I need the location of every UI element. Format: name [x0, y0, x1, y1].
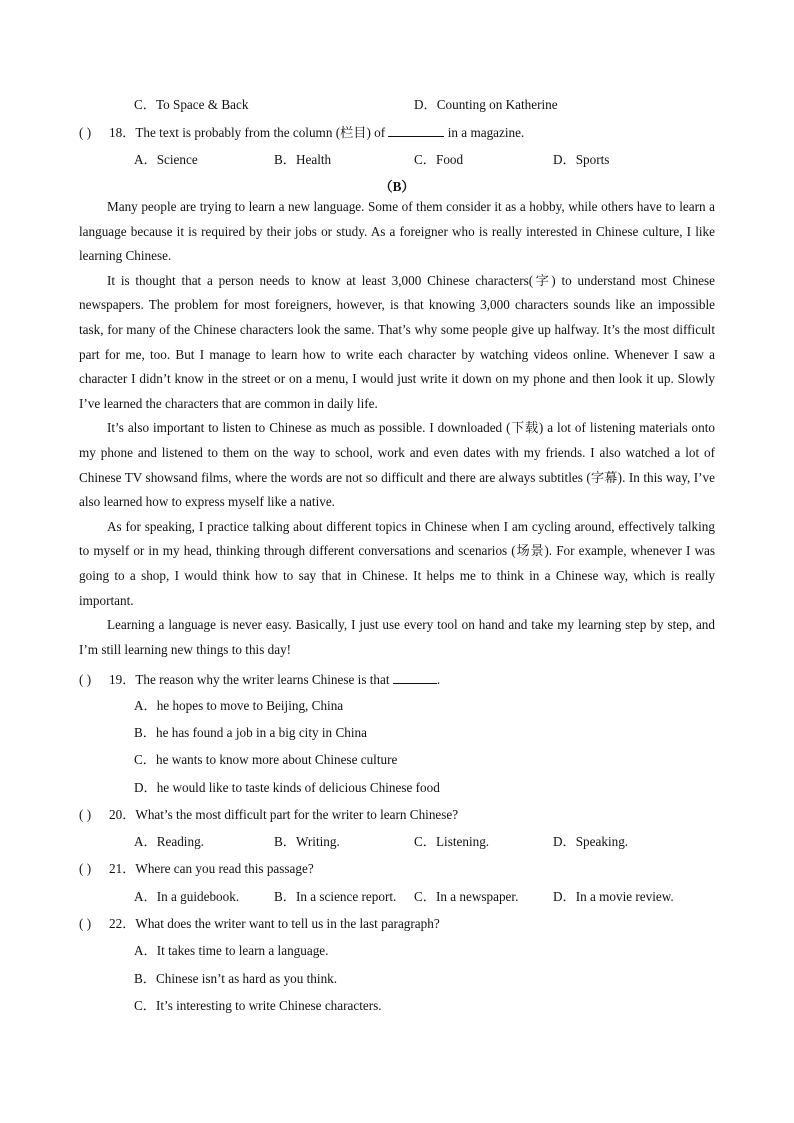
question-22-stem	[79, 916, 440, 932]
q18-option-d[interactable]: D．Sports	[553, 152, 610, 167]
passage-paragraph-1: Many people are trying to learn a new language. Some of them consider it as a hobby, while others have to learn a language because it is required by their jobs or study. As a foreigner who is really interested in Chinese culture, I like learning Chinese.	[79, 199, 715, 264]
answer-bracket[interactable]: ( )	[79, 916, 92, 931]
section-title: （B）	[379, 179, 415, 194]
q19-option-a[interactable]: A．he hopes to move to Beijing, China	[134, 698, 344, 713]
q18-option-c[interactable]: C．Food	[414, 152, 464, 167]
answer-bracket[interactable]: ( )	[79, 672, 92, 687]
question-text-end: .	[436, 672, 441, 687]
question-18-stem	[79, 124, 524, 141]
q21-option-a[interactable]: A．In a guidebook.	[134, 889, 240, 904]
q17-option-d: D．Counting on Katherine	[414, 97, 558, 112]
q20-option-c[interactable]: C．Listening.	[414, 834, 490, 849]
question-text: The text is probably from the column (栏目) of	[135, 125, 389, 140]
q18-option-a[interactable]: A．Science	[134, 152, 198, 167]
q22-option-a[interactable]: A．It takes time to learn a language.	[134, 943, 329, 958]
reading-passage	[79, 195, 715, 662]
passage-paragraph-4: As for speaking, I practice talking about different topics in Chinese when I am cycling around, effectively talking to myself or in my head, thinking through different conversations and scenarios (场景). For example, whenever I was going to a shop, I would think how to say that in Chinese. It helps me to think in a Chinese way, which is really important.	[79, 518, 715, 608]
question-number: 21．	[109, 861, 136, 876]
q17-option-c: C．To Space & Back	[134, 97, 249, 112]
question-number: 18．	[109, 125, 136, 140]
question-text: What does the writer want to tell us in the last paragraph?	[135, 916, 440, 931]
q19-option-d[interactable]: D．he would like to taste kinds of delicious Chinese food	[134, 780, 440, 795]
answer-bracket[interactable]: ( )	[79, 861, 92, 876]
question-text-end: in a magazine.	[444, 125, 525, 140]
q21-option-d[interactable]: D．In a movie review.	[553, 889, 674, 904]
q22-option-c[interactable]: C．It’s interesting to write Chinese characters.	[134, 998, 382, 1013]
question-20-stem	[79, 807, 458, 823]
question-text: Where can you read this passage?	[135, 861, 314, 876]
q18-option-b[interactable]: B．Health	[274, 152, 332, 167]
question-text: What’s the most difficult part for the writer to learn Chinese?	[135, 807, 459, 822]
q21-option-b[interactable]: B．In a science report.	[274, 889, 397, 904]
q20-option-d[interactable]: D．Speaking.	[553, 834, 629, 849]
answer-bracket[interactable]: ( )	[79, 125, 92, 140]
question-21-stem	[79, 861, 314, 877]
q19-option-c[interactable]: C．he wants to know more about Chinese culture	[134, 752, 398, 767]
answer-bracket[interactable]: ( )	[79, 807, 92, 822]
answer-blank[interactable]	[388, 124, 444, 137]
q20-option-b[interactable]: B．Writing.	[274, 834, 340, 849]
question-number: 20．	[109, 807, 136, 822]
q22-option-b[interactable]: B．Chinese isn’t as hard as you think.	[134, 971, 338, 986]
question-text: The reason why the writer learns Chinese is that	[135, 672, 393, 687]
passage-paragraph-5: Learning a language is never easy. Basically, I just use every tool on hand and take my learning step by step, and I’m still learning new things to this day!	[79, 617, 715, 657]
question-number: 19．	[109, 672, 136, 687]
q19-option-b[interactable]: B．he has found a job in a big city in China	[134, 725, 367, 740]
answer-blank[interactable]	[393, 671, 437, 684]
question-number: 22．	[109, 916, 136, 931]
q20-option-a[interactable]: A．Reading.	[134, 834, 204, 849]
passage-paragraph-2: It is thought that a person needs to know at least 3,000 Chinese characters(字) to understand most Chinese newspapers. The problem for most foreigners, however, is that knowing 3,000 characters sounds like an impossible task, for many of the Chinese characters look the same. That’s why some people give up halfway. It’s the most difficult part for me, too. But I manage to learn how to write each character by watching videos online. Whenever I saw a character I didn’t know in the street or on a menu, I would just write it down on my phone and then look it up. Slowly I’ve learned the characters that are common in daily life.	[79, 272, 715, 411]
passage-paragraph-3: It’s also important to listen to Chinese as much as possible. I downloaded (下载) a lot of listening materials onto my phone and listened to them on the way to school, work and even dates with my friends. I also watched a lot of Chinese TV showsand films, where the words are not so difficult and there are always subtitles (字幕). In this way, I’ve also learned how to express myself like a native.	[79, 420, 715, 510]
q21-option-c[interactable]: C．In a newspaper.	[414, 889, 519, 904]
question-19-stem	[79, 671, 440, 688]
